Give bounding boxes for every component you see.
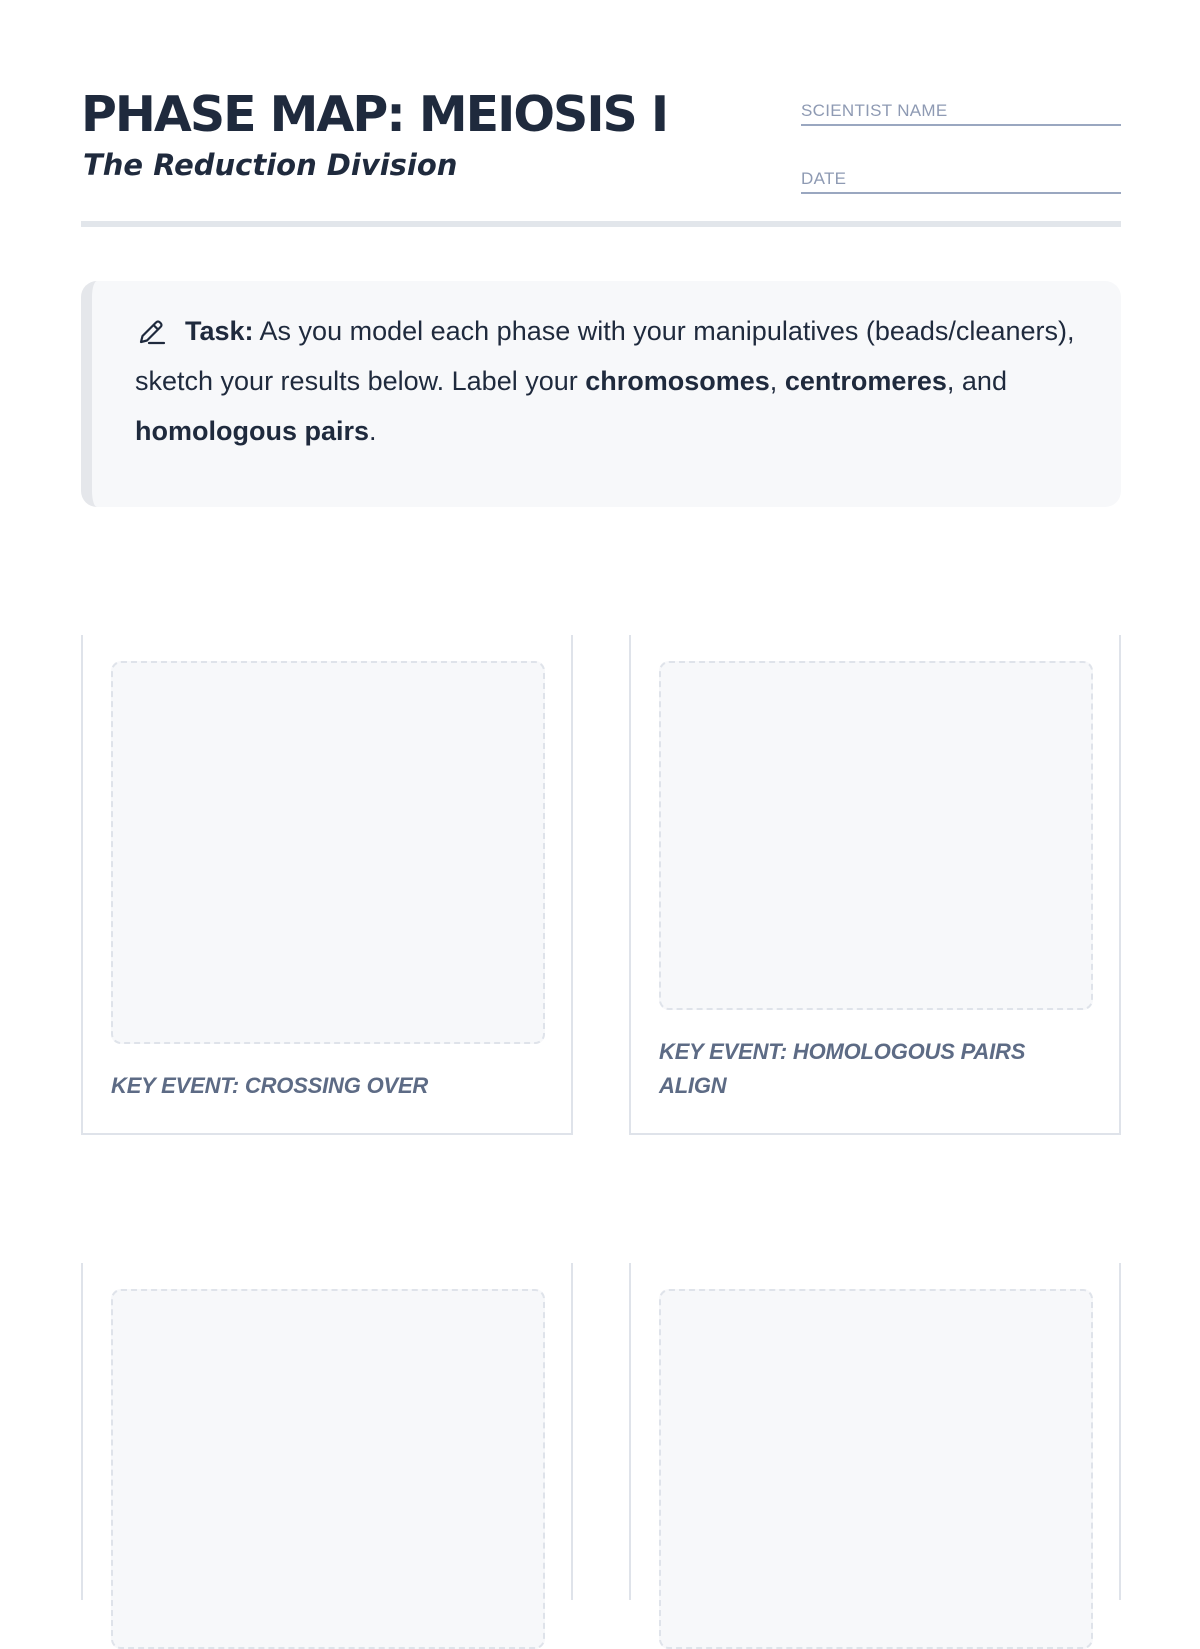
sketch-area[interactable] [659,1289,1093,1649]
term-chromosomes: chromosomes [585,366,770,396]
task-instructions [81,281,1121,507]
task-text [135,306,1075,456]
term-homologous-pairs: homologous pairs [135,416,370,446]
phase-panel [81,635,573,1135]
sketch-area[interactable] [111,1289,545,1649]
sketch-area[interactable] [111,661,545,1044]
task-separator: , [769,366,785,396]
scientist-name-label: SCIENTIST NAME [801,101,948,120]
phase-panel [629,635,1121,1135]
phase-panel [629,1263,1121,1600]
sketch-area[interactable] [659,661,1093,1010]
phase-panel [81,1263,573,1600]
task-separator: , and [946,366,1007,396]
key-event-label: KEY EVENT: CROSSING OVER [111,1073,429,1098]
page-subtitle: The Reduction Division [83,148,458,182]
worksheet-header [81,80,1121,227]
task-label: Task: [185,316,254,346]
task-end: . [369,416,377,446]
date-field[interactable] [801,164,1121,194]
page-title: PHASE MAP: MEIOSIS I [81,86,668,143]
scientist-name-field[interactable] [801,96,1121,126]
term-centromeres: centromeres [784,366,947,396]
pencil-icon [135,314,167,346]
task-body: As you model each phase with your manipulatives (beads/cleaners), sketch your results below. Label your [135,316,1075,396]
key-event-label: KEY EVENT: HOMOLOGOUS PAIRS ALIGN [659,1039,1026,1098]
date-label: DATE [801,169,847,188]
